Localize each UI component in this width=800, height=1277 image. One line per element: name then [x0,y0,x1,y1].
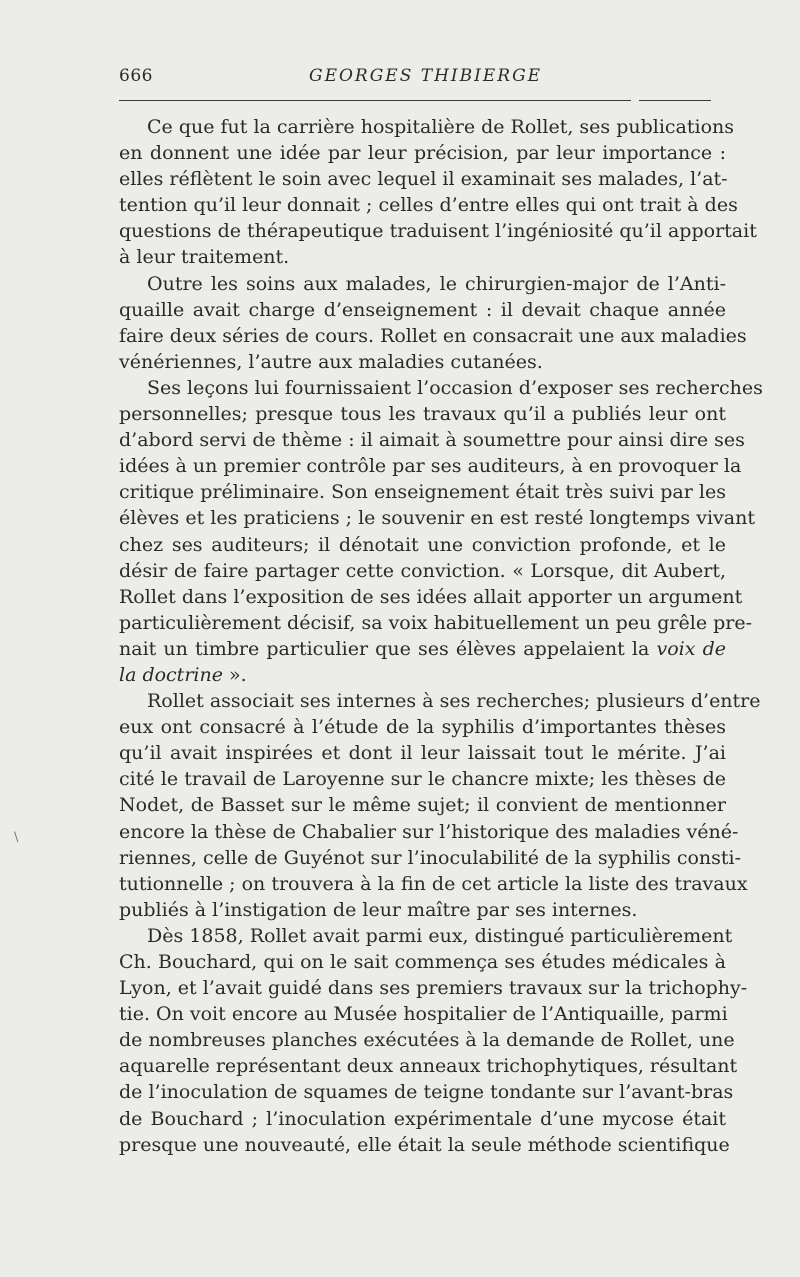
text-line-content: Ses leçons lui fournissaient l’occasion d’exposer ses recherches [147,376,763,399]
text-line-content: cité le travail de Laroyenne sur le chancre mixte; les thèses de [119,768,726,791]
text-line-content: aquarelle représentant deux anneaux trichophytiques, résultant [119,1055,738,1078]
text-line [119,427,745,453]
text-line-content: presque une nouveauté, elle était la seule méthode scientifique [119,1133,730,1156]
text-line-content: d’abord servi de thème : il aimait à soumettre pour ainsi dire ses [119,429,745,452]
text-line [119,1106,726,1132]
text-line-content: à leur traitement. [119,246,290,269]
text-line-content: faire deux séries de cours. Rollet en consacrait une aux maladies [119,324,747,347]
text-line-content: particulièrement décisif, sa voix habituellement un peu grêle pre- [119,611,753,634]
text-line-content: ». [222,663,247,686]
text-line [119,1079,734,1105]
italic-phrase: voix de [656,637,726,660]
body-text [119,114,763,1158]
text-line-content: désir de faire partager cette conviction. « Lorsque, dit Aubert, [119,559,726,582]
text-line [119,140,726,166]
text-line [119,558,726,584]
text-line-content: vénériennes, l’autre aux maladies cutanées. [119,350,543,373]
text-line [119,271,726,297]
text-line [119,662,726,688]
text-line-content: Outre les soins aux malades, le chirurgien-major de l’Anti- [147,272,726,295]
text-line [119,479,726,505]
text-line-content: de l’inoculation de squames de teigne tondante sur l’avant-bras [119,1081,734,1104]
text-line [119,453,742,479]
text-line-content: Ch. Bouchard, qui on le sait commença ses études médicales à [119,951,726,973]
text-line-content: tention qu’il leur donnait ; celles d’entre elles qui ont trait à des [119,194,738,217]
margin-mark: \ [14,830,19,845]
text-line [119,532,726,558]
text-line-content: tie. On voit encore au Musée hospitalier de l’Antiquaille, parmi [119,1003,728,1026]
text-line [119,819,739,845]
text-line [119,766,726,792]
text-line [119,349,726,375]
text-line [119,636,726,662]
header-rule-end [639,100,711,101]
text-line [119,688,761,714]
text-line [119,323,747,349]
text-line [119,740,726,766]
text-line-content: publiés à l’instigation de leur maître par ses internes. [119,898,638,921]
text-line-content: elles réflètent le soin avec lequel il examinait ses malades, l’at- [119,168,728,191]
text-line [119,897,726,923]
text-line-content: riennes, celle de Guyénot sur l’inoculabilité de la syphilis consti- [119,846,742,869]
text-line-content: idées à un premier contrôle par ses auditeurs, à en provoquer la [119,455,742,478]
text-line-content: Nodet, de Basset sur le même sujet; il convient de mentionner [119,794,726,817]
text-line-content: quaille avait charge d’enseignement : il devait chaque année [119,298,726,321]
text-line-content: nait un timbre particulier que ses élèves appelaient la [119,637,657,660]
text-line [119,375,763,401]
text-line-content: Lyon, et l’avait guidé dans ses premiers travaux sur la trichophy- [119,977,748,1000]
text-line [119,792,726,818]
text-line-content: eux ont consacré à l’étude de la syphilis d’importantes thèses [119,716,726,739]
text-line [119,610,753,636]
text-line [119,923,733,949]
text-line-content: critique préliminaire. Son enseignement était très suivi par les [119,481,726,504]
text-line-content: personnelles; presque tous les travaux qu’il a publiés leur ont [119,403,726,426]
text-line [119,218,757,244]
text-line-content: chez ses auditeurs; il dénotait une conviction profonde, et le [119,533,726,556]
text-line [119,244,726,270]
text-line [119,975,748,1001]
text-line-content: de Bouchard ; l’inoculation expérimentale d’une mycose était [119,1107,726,1130]
text-line [119,1027,735,1053]
text-line [119,114,735,140]
text-line [119,714,726,740]
text-line [119,401,726,427]
text-line [119,871,748,897]
text-line-content: Ce que fut la carrière hospitalière de Rollet, ses publications [147,116,735,138]
text-line-content: qu’il avait inspirées et dont il leur laissait tout le mérite. J’ai [119,742,726,765]
text-line [119,297,726,323]
italic-phrase: la doctrine [119,663,223,686]
text-line [119,949,726,975]
text-line-content: questions de thérapeutique traduisent l’ingéniosité qu’il apportait [119,220,757,243]
text-line-content: Rollet dans l’exposition de ses idées allait apporter un argument [119,585,743,608]
running-head: GEORGES THIBIERGE [309,66,543,86]
text-line-content: élèves et les praticiens ; le souvenir en est resté longtemps vivant [119,507,755,530]
text-line-content: Dès 1858, Rollet avait parmi eux, distingué particulièrement [147,924,733,947]
text-line [119,584,743,610]
text-line [119,505,755,531]
text-line [119,1053,738,1079]
text-line-content: tutionnelle ; on trouvera à la fin de cet article la liste des travaux [119,872,748,895]
text-line-content: en donnent une idée par leur précision, par leur importance : [119,142,726,165]
text-line [119,192,738,218]
page-header [119,66,711,90]
text-line [119,166,726,192]
text-line-content: encore la thèse de Chabalier sur l’historique des maladies véné- [119,820,739,843]
text-line-content: Rollet associait ses internes à ses recherches; plusieurs d’entre [147,690,761,713]
text-line [119,1001,726,1027]
page-number: 666 [119,66,153,86]
text-line [119,845,742,871]
header-rule [119,100,631,101]
text-line-content: de nombreuses planches exécutées à la demande de Rollet, une [119,1029,735,1052]
text-line [119,1132,730,1158]
